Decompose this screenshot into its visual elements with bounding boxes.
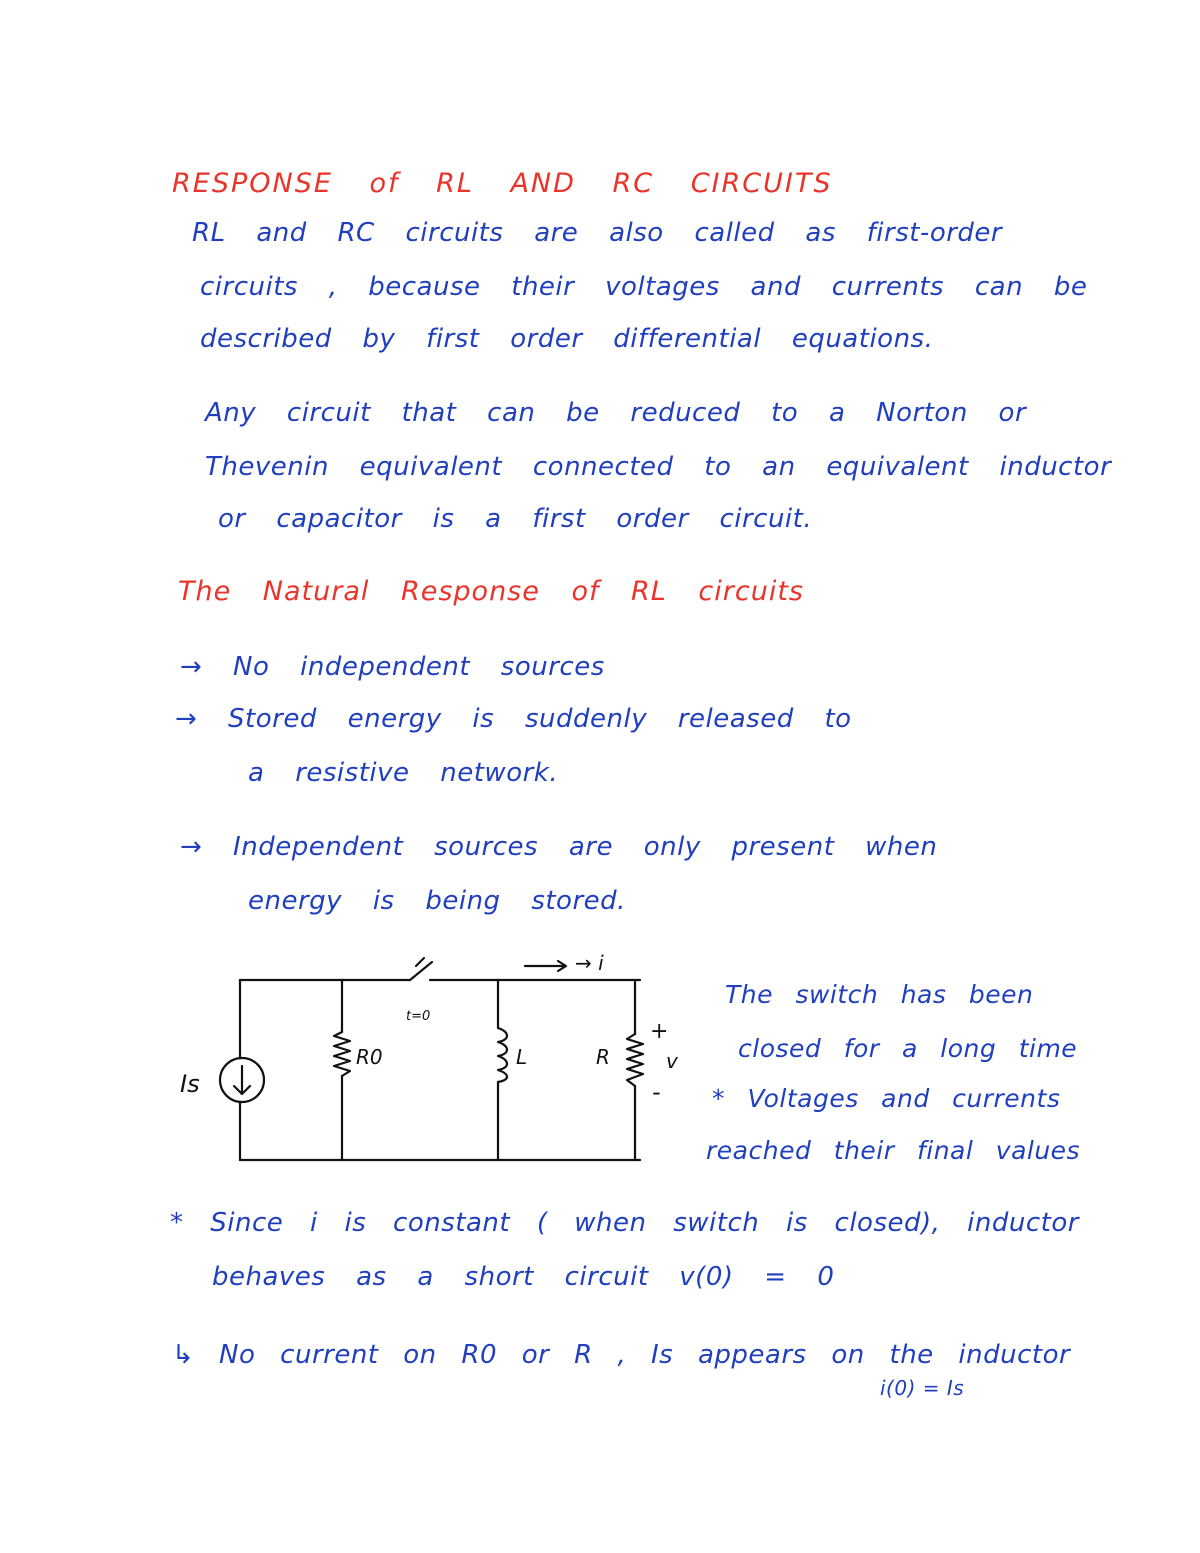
conclusion-line-2: behaves as a short circuit v(0) = 0 xyxy=(212,1262,835,1292)
voltage-label: v xyxy=(666,1049,678,1073)
conclusion-line-3: ↳ No current on R0 or R , Is appears on the inductor xyxy=(172,1340,1071,1370)
definition-line-2: Thevenin equivalent connected to an equivalent inductor xyxy=(205,452,1112,482)
current-source-arrow-icon xyxy=(234,1066,250,1094)
switch-icon xyxy=(410,958,432,980)
bullet-no-sources: → No independent sources xyxy=(180,652,605,682)
definition-line-3: or capacitor is a first order circuit. xyxy=(218,504,813,534)
resistor-r-label: R xyxy=(596,1045,610,1069)
side-note-2: closed for a long time xyxy=(738,1034,1078,1063)
switch-label: t=0 xyxy=(406,1009,431,1024)
side-note-1: The switch has been xyxy=(725,980,1034,1009)
current-label: → i xyxy=(575,951,604,975)
resistor-r0-label: R0 xyxy=(356,1045,383,1069)
source-label: Is xyxy=(180,1070,200,1098)
conclusion-line-1: * Since i is constant ( when switch is closed), inductor xyxy=(170,1208,1079,1238)
bullet-stored-energy: → Stored energy is suddenly released to xyxy=(175,704,852,734)
current-arrow-icon xyxy=(525,961,566,971)
side-note-3: * Voltages and currents xyxy=(712,1084,1061,1113)
resistor-r-icon xyxy=(627,1034,643,1086)
intro-line-3: described by first order differential equations. xyxy=(200,324,934,354)
inductor-label: L xyxy=(516,1045,528,1069)
intro-line-2: circuits , because their voltages and currents can be xyxy=(200,272,1088,302)
bullet-independent-sources-cont: energy is being stored. xyxy=(248,886,626,916)
definition-line-1: Any circuit that can be reduced to a Norton or xyxy=(205,398,1027,428)
section-title: The Natural Response of RL circuits xyxy=(178,576,804,607)
initial-current: i(0) = Is xyxy=(880,1376,965,1400)
bullet-stored-energy-cont: a resistive network. xyxy=(248,758,559,788)
page-heading: RESPONSE of RL AND RC CIRCUITS xyxy=(172,168,833,199)
rl-circuit-diagram xyxy=(180,940,700,1180)
bullet-independent-sources: → Independent sources are only present when xyxy=(180,832,938,862)
resistor-r0-icon xyxy=(334,1032,350,1076)
intro-line-1: RL and RC circuits are also called as first-order xyxy=(192,218,1003,248)
side-note-4: reached their final values xyxy=(706,1136,1081,1165)
voltage-minus-label: - xyxy=(652,1078,661,1106)
inductor-icon xyxy=(498,1028,507,1082)
voltage-plus-label: + xyxy=(650,1019,669,1044)
